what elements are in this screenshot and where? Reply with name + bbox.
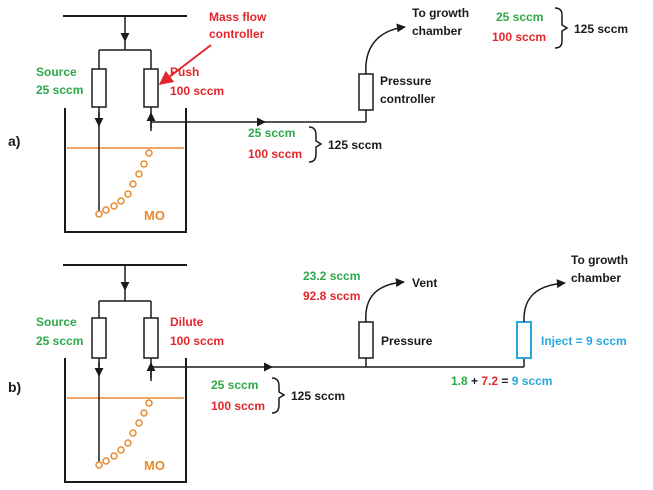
- inject-label-b: Inject = 9 sccm: [541, 334, 627, 348]
- dilute-label-b: Dilute: [170, 315, 204, 329]
- out-green-a: 25 sccm: [496, 10, 544, 24]
- panel-b: [8, 253, 628, 482]
- dilute-mfc-b: [144, 318, 158, 358]
- pressure-controller-a: [359, 74, 373, 110]
- dilute-flow-b: 100 sccm: [170, 334, 225, 348]
- to-chamber-arrow-a: [366, 27, 405, 74]
- line-green-b: 25 sccm: [211, 378, 259, 392]
- sum-plus-b: +: [471, 374, 479, 388]
- dest-label-a1: To growth: [412, 6, 470, 20]
- panel-a-label: a): [8, 133, 21, 149]
- sum-green-b: 1.8: [451, 374, 468, 388]
- source-mfc-a: [92, 69, 106, 107]
- vent-arrow-b: [366, 282, 404, 322]
- bubbler-a: [65, 108, 186, 232]
- vent-red-b: 92.8 sccm: [303, 289, 361, 303]
- brace-b1: [272, 378, 284, 413]
- dest-label-b2: chamber: [571, 271, 622, 285]
- mfc-label-line1: Mass flow: [209, 10, 267, 24]
- pressure-label-b: Pressure: [381, 334, 433, 348]
- out-red-a: 100 sccm: [492, 30, 547, 44]
- mo-label-a: MO: [144, 208, 165, 223]
- push-mfc-a: [144, 69, 158, 107]
- vent-label-b: Vent: [412, 276, 438, 290]
- push-label-a: Push: [170, 65, 200, 79]
- pressure-label-a2: controller: [380, 92, 436, 106]
- sum-blue-b: 9 sccm: [511, 374, 553, 388]
- to-chamber-arrow-b: [524, 283, 565, 322]
- out-total-a: 125 sccm: [574, 22, 629, 36]
- inject-mfc-b: [517, 322, 531, 358]
- line-total-a: 125 sccm: [328, 138, 383, 152]
- dest-label-a2: chamber: [412, 24, 463, 38]
- brace-a2: [555, 8, 567, 48]
- flow-sum-b: [451, 374, 552, 388]
- brace-a1: [309, 127, 321, 162]
- source-label-a: Source: [36, 65, 77, 79]
- dest-label-b1: To growth: [571, 253, 629, 267]
- source-mfc-b: [92, 318, 106, 358]
- pressure-label-a1: Pressure: [380, 74, 432, 88]
- line-red-a: 100 sccm: [248, 147, 303, 161]
- line-green-a: 25 sccm: [248, 126, 296, 140]
- sum-eq-b: =: [501, 374, 509, 388]
- bubbles-a: [96, 150, 152, 217]
- mfc-label-line2: controller: [209, 27, 265, 41]
- bubbler-b: [65, 358, 186, 482]
- line-red-b: 100 sccm: [211, 399, 266, 413]
- source-label-b: Source: [36, 315, 77, 329]
- vent-green-b: 23.2 sccm: [303, 269, 361, 283]
- line-total-b: 125 sccm: [291, 389, 346, 403]
- source-flow-b: 25 sccm: [36, 334, 84, 348]
- panel-a: [8, 6, 628, 232]
- pressure-controller-b: [359, 322, 373, 358]
- push-flow-a: 100 sccm: [170, 84, 225, 98]
- source-flow-a: 25 sccm: [36, 83, 84, 97]
- sum-red-b: 7.2: [481, 374, 499, 388]
- panel-b-label: b): [8, 379, 22, 395]
- mo-label-b: MO: [144, 458, 165, 473]
